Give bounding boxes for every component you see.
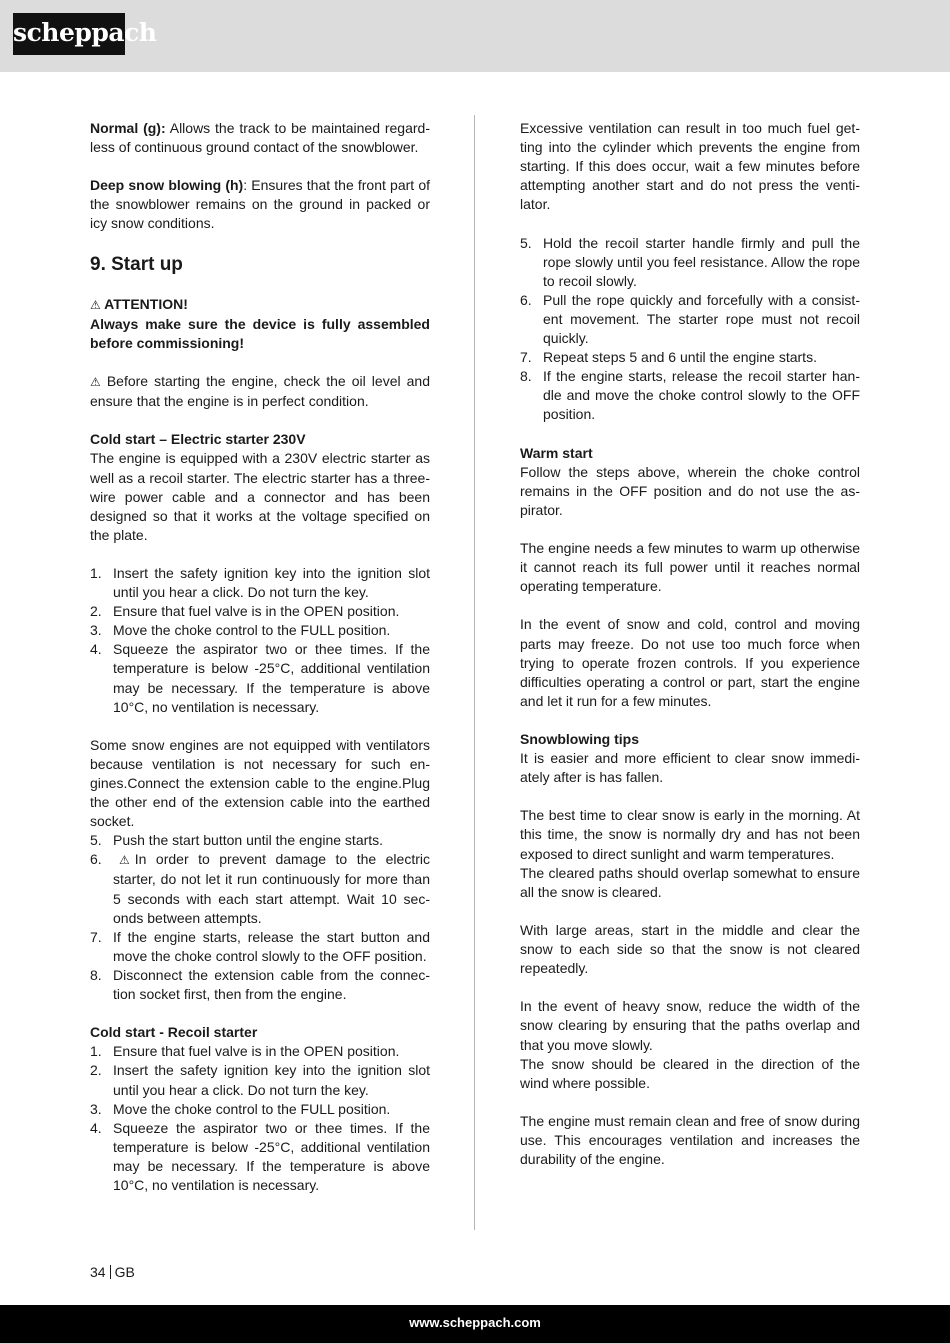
large-areas-text: With large areas, start in the middle and clear the snow to each side so that the snow is not cleared repeatedly. <box>520 921 860 977</box>
normal-mode-paragraph <box>90 119 430 157</box>
warmup-text: The engine needs a few minutes to warm up otherwise it cannot reach its full power until it reaches normal operating temperature. <box>520 540 860 595</box>
attention-block <box>90 295 430 315</box>
warning-icon: ⚠ <box>90 375 101 390</box>
cold-recoil-heading: Cold start - Recoil starter <box>90 1024 258 1041</box>
list-item: 1. Ensure that fuel valve is in the OPEN position. <box>90 1043 400 1060</box>
list-item: 7. If the engine starts, release the start button and move the choke control slowly to the OFF position. <box>90 928 430 964</box>
deep-snow-text: : Ensures that the front part of the snowblower remains on the ground in packed or icy snow conditions. <box>90 177 430 232</box>
oil-warning-paragraph <box>90 372 430 411</box>
tips-text: It is easier and more efficient to clear snow immediately after is has fallen. <box>520 750 860 786</box>
overlap-text: The cleared paths should overlap somewhat to ensure all the snow is cleared. <box>520 864 860 900</box>
list-item: 6. Pull the rope quickly and forcefully with a consistent movement. The starter rope must not recoil quickly. <box>520 291 860 347</box>
list-item: 8. Disconnect the extension cable from the connection socket first, then from the engine. <box>90 966 430 1003</box>
list-item: 7. Repeat steps 5 and 6 until the engine starts. <box>520 349 817 366</box>
recoil-steps-list-b <box>520 234 860 425</box>
right-column <box>520 119 860 1188</box>
left-column <box>90 119 430 1195</box>
attention-text: Always make sure the device is fully assembled before commissioning! <box>90 315 430 351</box>
page-number-value: 34 <box>90 1264 106 1280</box>
list-item: 4. Squeeze the aspirator two or thee times. If the temperature is below -25°C, additional ventilation may be necessary. If the temperature is above 10°C, no ventilation is necessary. <box>90 641 430 715</box>
list-item: 2. Ensure that fuel valve is in the OPEN position. <box>90 603 400 620</box>
wind-text: The snow should be cleared in the direction of the wind where possible. <box>520 1055 860 1091</box>
deep-snow-paragraph <box>90 176 430 233</box>
electric-steps-list-a <box>90 564 430 717</box>
warning-icon: ⚠ <box>119 853 130 868</box>
list-item: 2. Insert the safety ignition key into the ignition slot until you hear a click. Do not turn the key. <box>90 1062 430 1098</box>
deep-snow-label: Deep snow blowing (h) <box>90 177 244 194</box>
best-time-text: The best time to clear snow is early in the morning. At this time, the snow is normally dry and has not been exposed to direct sunlight and warm temperatures. <box>520 807 860 862</box>
list-item: 3. Move the choke control to the FULL position. <box>90 622 391 639</box>
website-link[interactable]: www.scheppach.com <box>409 1315 541 1330</box>
page-number <box>90 1264 135 1280</box>
warning-icon: ⚠ <box>90 297 101 312</box>
section-title: 9. Start up <box>90 253 183 275</box>
list-item: 5. Push the start button until the engine starts. <box>90 832 384 849</box>
normal-mode-label: Normal (g): <box>90 120 166 136</box>
ventilation-note: Some snow engines are not equipped with ventilators because ventilation is not necessary for such engines.Connect the extension cable to the engine.Plug the other end of the extension cable into the earthed socket. <box>90 736 430 830</box>
list-item: 1. Insert the safety ignition key into the ignition slot until you hear a click. Do not turn the key. <box>90 564 430 601</box>
header-bar <box>0 0 950 72</box>
language-code: GB <box>114 1264 135 1280</box>
heavy-snow-text: In the event of heavy snow, reduce the width of the snow clearing by ensuring that the paths overlap and that you move slowly. <box>520 998 860 1053</box>
snowblowing-tips-heading: Snowblowing tips <box>520 731 639 747</box>
excessive-ventilation-note: Excessive ventilation can result in too much fuel getting into the cylinder which prevents the engine from starting. If this does occur, wait a few minutes before attempting another start and do not press the ventilator. <box>520 120 860 213</box>
cold-electric-intro: The engine is equipped with a 230V electric starter as well as a recoil starter. The electric starter has a three-wire power cable and a connector and has been designed so that it works at the voltage specified on the plate. <box>90 450 430 543</box>
attention-title: ATTENTION! <box>104 295 188 312</box>
list-item: 8. If the engine starts, release the recoil starter handle and move the choke control slowly to the OFF position. <box>520 368 860 423</box>
cold-electric-heading: Cold start – Electric starter 230V <box>90 431 306 448</box>
clean-text: The engine must remain clean and free of snow during use. This encourages ventilation and increases the durability of the engine. <box>520 1112 860 1168</box>
recoil-steps-list-a <box>90 1042 430 1195</box>
oil-warning-text: Before starting the engine, check the oil level and ensure that the engine is in perfect condition. <box>90 373 430 410</box>
warm-start-text: Follow the steps above, wherein the choke control remains in the OFF position and do not use the aspirator. <box>520 463 860 518</box>
electric-steps-list-b <box>90 831 430 1004</box>
page-separator <box>110 1265 111 1279</box>
footer-bar <box>0 1305 950 1343</box>
brand-logo: scheppach <box>13 13 125 55</box>
list-item: 4. Squeeze the aspirator two or thee times. If the temperature is below -25°C, additional ventilation may be necessary. If the temperature is above 10°C, no ventilation is necessary. <box>90 1119 430 1193</box>
freeze-text: In the event of snow and cold, control and moving parts may freeze. Do not use too much force when trying to operate frozen controls. If you experience difficulties operating a control or part, start the engine and let it run for a few minutes. <box>520 616 860 709</box>
column-divider <box>474 115 475 1230</box>
warm-start-heading: Warm start <box>520 444 593 461</box>
list-item: 3. Move the choke control to the FULL position. <box>90 1100 391 1117</box>
list-item: 6. ⚠ In order to prevent damage to the electric starter, do not let it run continuously for more than 5 seconds with each start attempt. Wait 10 seconds between attempts. <box>90 851 430 926</box>
normal-mode-text: Allows the track to be maintained regardless of continuous ground contact of the snowblower. <box>90 120 430 156</box>
list-item: 5. Hold the recoil starter handle firmly and pull the rope slowly until you feel resistance. Allow the rope to recoil slowly. <box>520 234 860 289</box>
